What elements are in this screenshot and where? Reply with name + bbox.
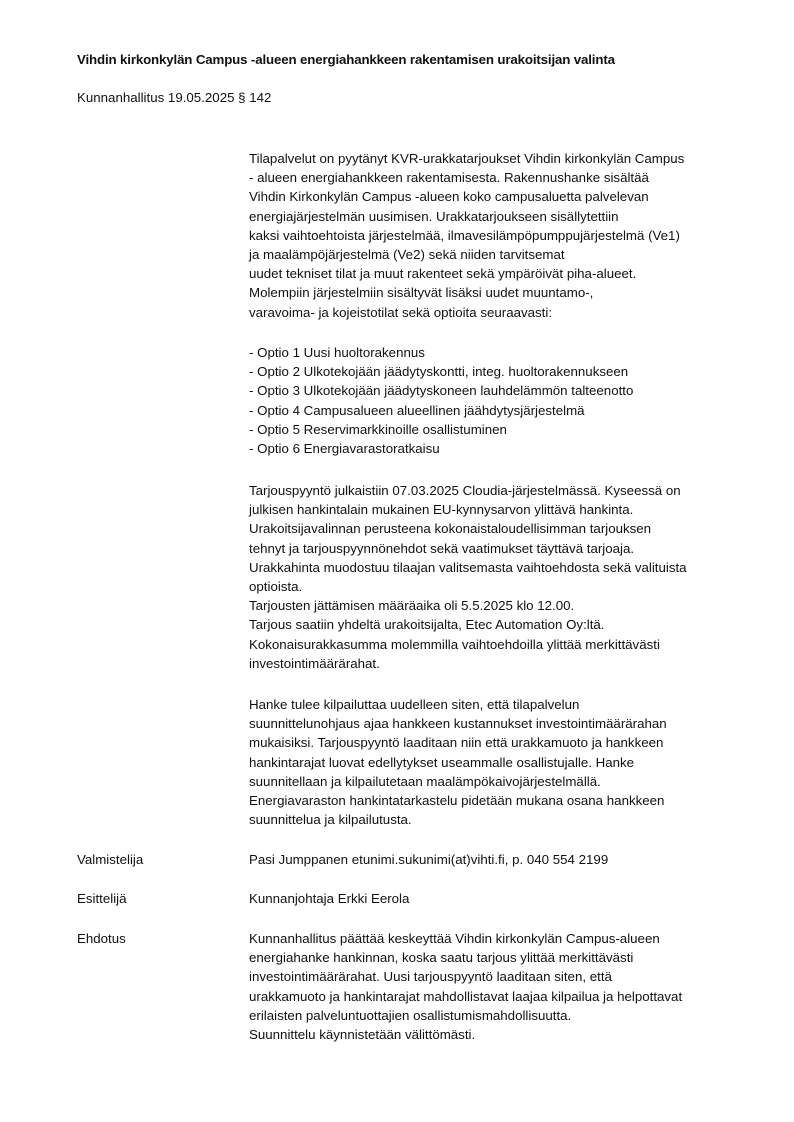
text-line: hankintarajat luovat edellytykset useammalle osallistujalle. Hanke (249, 754, 635, 770)
text-line: Urakkahinta muodostuu tilaajan valitsemasta vaihtoehdosta sekä valituista (249, 559, 687, 575)
text-line: suunnittelunohjaus ajaa hankkeen kustannukset investointimäärärahan (249, 716, 667, 732)
presenter-value: Kunnanjohtaja Erkki Eerola (249, 891, 410, 906)
text-line: Suunnittelu käynnistetään välittömästi. (249, 1026, 476, 1042)
presenter-label: Esittelijä (77, 891, 127, 906)
text-line: erilaisten palveluntuottajien osallistumismahdollisuutta. (249, 1007, 572, 1023)
text-line: varavoima- ja kojeistotilat sekä optioita seuraavasti: (249, 304, 553, 320)
options-list (249, 343, 633, 458)
text-line: uudet tekniset tilat ja muut rakenteet sekä ympäröivät piha-alueet. (249, 266, 637, 282)
text-line: ja maalämpöjärjestelmä (Ve2) sekä niiden tarvitsemat (249, 246, 565, 262)
proposal-label: Ehdotus (77, 931, 126, 946)
text-line: investointimäärärahat. (249, 655, 380, 671)
option-item: - Optio 3 Ulkotekojään jäädytyskoneen lauhdelämmön talteenotto (249, 383, 634, 399)
text-line: optioista. (249, 578, 303, 594)
text-line: Tarjousten jättämisen määräaika oli 5.5.2025 klo 12.00. (249, 598, 575, 614)
text-line: Kunnanhallitus päättää keskeyttää Vihdin kirkonkylän Campus-alueen (249, 931, 660, 946)
meeting-reference: Kunnanhallitus 19.05.2025 § 142 (77, 90, 272, 105)
text-line: Vihdin Kirkonkylän Campus -alueen koko campusaluetta palvelevan (249, 189, 649, 205)
text-line: investointimäärärahat. Uusi tarjouspyyntö laaditaan siten, että (249, 969, 612, 985)
preparer-label: Valmistelija (77, 852, 144, 867)
text-line: julkisen hankintalain mukainen EU-kynnysarvon ylittävä hankinta. (249, 502, 634, 518)
paragraph-background (249, 149, 684, 322)
paragraph-procurement (249, 481, 687, 673)
proposal-text (249, 929, 682, 1044)
text-line: kaksi vaihtoehtoista järjestelmää, ilmavesilämpöpumppujärjestelmä (Ve1) (249, 227, 680, 243)
text-line: Tarjous saatiin yhdeltä urakoitsijalta, Etec Automation Oy:ltä. (249, 617, 605, 633)
option-item: - Optio 5 Reservimarkkinoille osallistuminen (249, 421, 507, 437)
text-line: Urakoitsijavalinnan perusteena kokonaistaloudellisimman tarjouksen (249, 521, 652, 537)
paragraph-rebid (249, 695, 667, 829)
document-title: Vihdin kirkonkylän Campus -alueen energiahankkeen rakentamisen urakoitsijan valinta (77, 52, 615, 67)
text-line: tehnyt ja tarjouspyynnönehdot sekä vaatimukset täyttävä tarjoaja. (249, 540, 635, 556)
preparer-value: Pasi Jumppanen etunimi.sukunimi(at)vihti.fi, p. 040 554 2199 (249, 852, 609, 867)
text-line: suunnitellaan ja kilpailutetaan maalämpökaivojärjestelmällä. (249, 773, 601, 789)
option-item: - Optio 2 Ulkotekojään jäädytyskontti, integ. huoltorakennukseen (249, 364, 629, 380)
option-item: - Optio 6 Energiavarastoratkaisu (249, 440, 440, 456)
option-item: - Optio 4 Campusalueen alueellinen jäähdytysjärjestelmä (249, 402, 585, 418)
text-line: suunnittelua ja kilpailutusta. (249, 812, 412, 828)
text-line: - alueen energiahankkeen rakentamisesta. Rakennushanke sisältää (249, 170, 649, 186)
text-line: Tilapalvelut on pyytänyt KVR-urakkatarjoukset Vihdin kirkonkylän Campus (249, 151, 685, 166)
text-line: energiajärjestelmän uusimisen. Urakkatarjoukseen sisällytettiin (249, 208, 619, 224)
text-line: Hanke tulee kilpailuttaa uudelleen siten, että tilapalvelun (249, 697, 580, 712)
option-item: - Optio 1 Uusi huoltorakennus (249, 345, 425, 360)
text-line: mukaisiksi. Tarjouspyyntö laaditaan niin että urakkamuoto ja hankkeen (249, 735, 664, 751)
text-line: Molempiin järjestelmiin sisältyvät lisäksi uudet muuntamo-, (249, 285, 594, 301)
text-line: Energiavaraston hankintatarkastelu pidetään mukana osana hankkeen (249, 792, 665, 808)
text-line: Kokonaisurakkasumma molemmilla vaihtoehdoilla ylittää merkittävästi (249, 636, 660, 652)
text-line: urakkamuoto ja hankintarajat mahdollistavat laajaa kilpailua ja helpottavat (249, 988, 683, 1004)
text-line: Tarjouspyyntö julkaistiin 07.03.2025 Cloudia-järjestelmässä. Kyseessä on (249, 483, 681, 498)
text-line: energiahanke hankinnan, koska saatu tarjous ylittää merkittävästi (249, 950, 634, 966)
